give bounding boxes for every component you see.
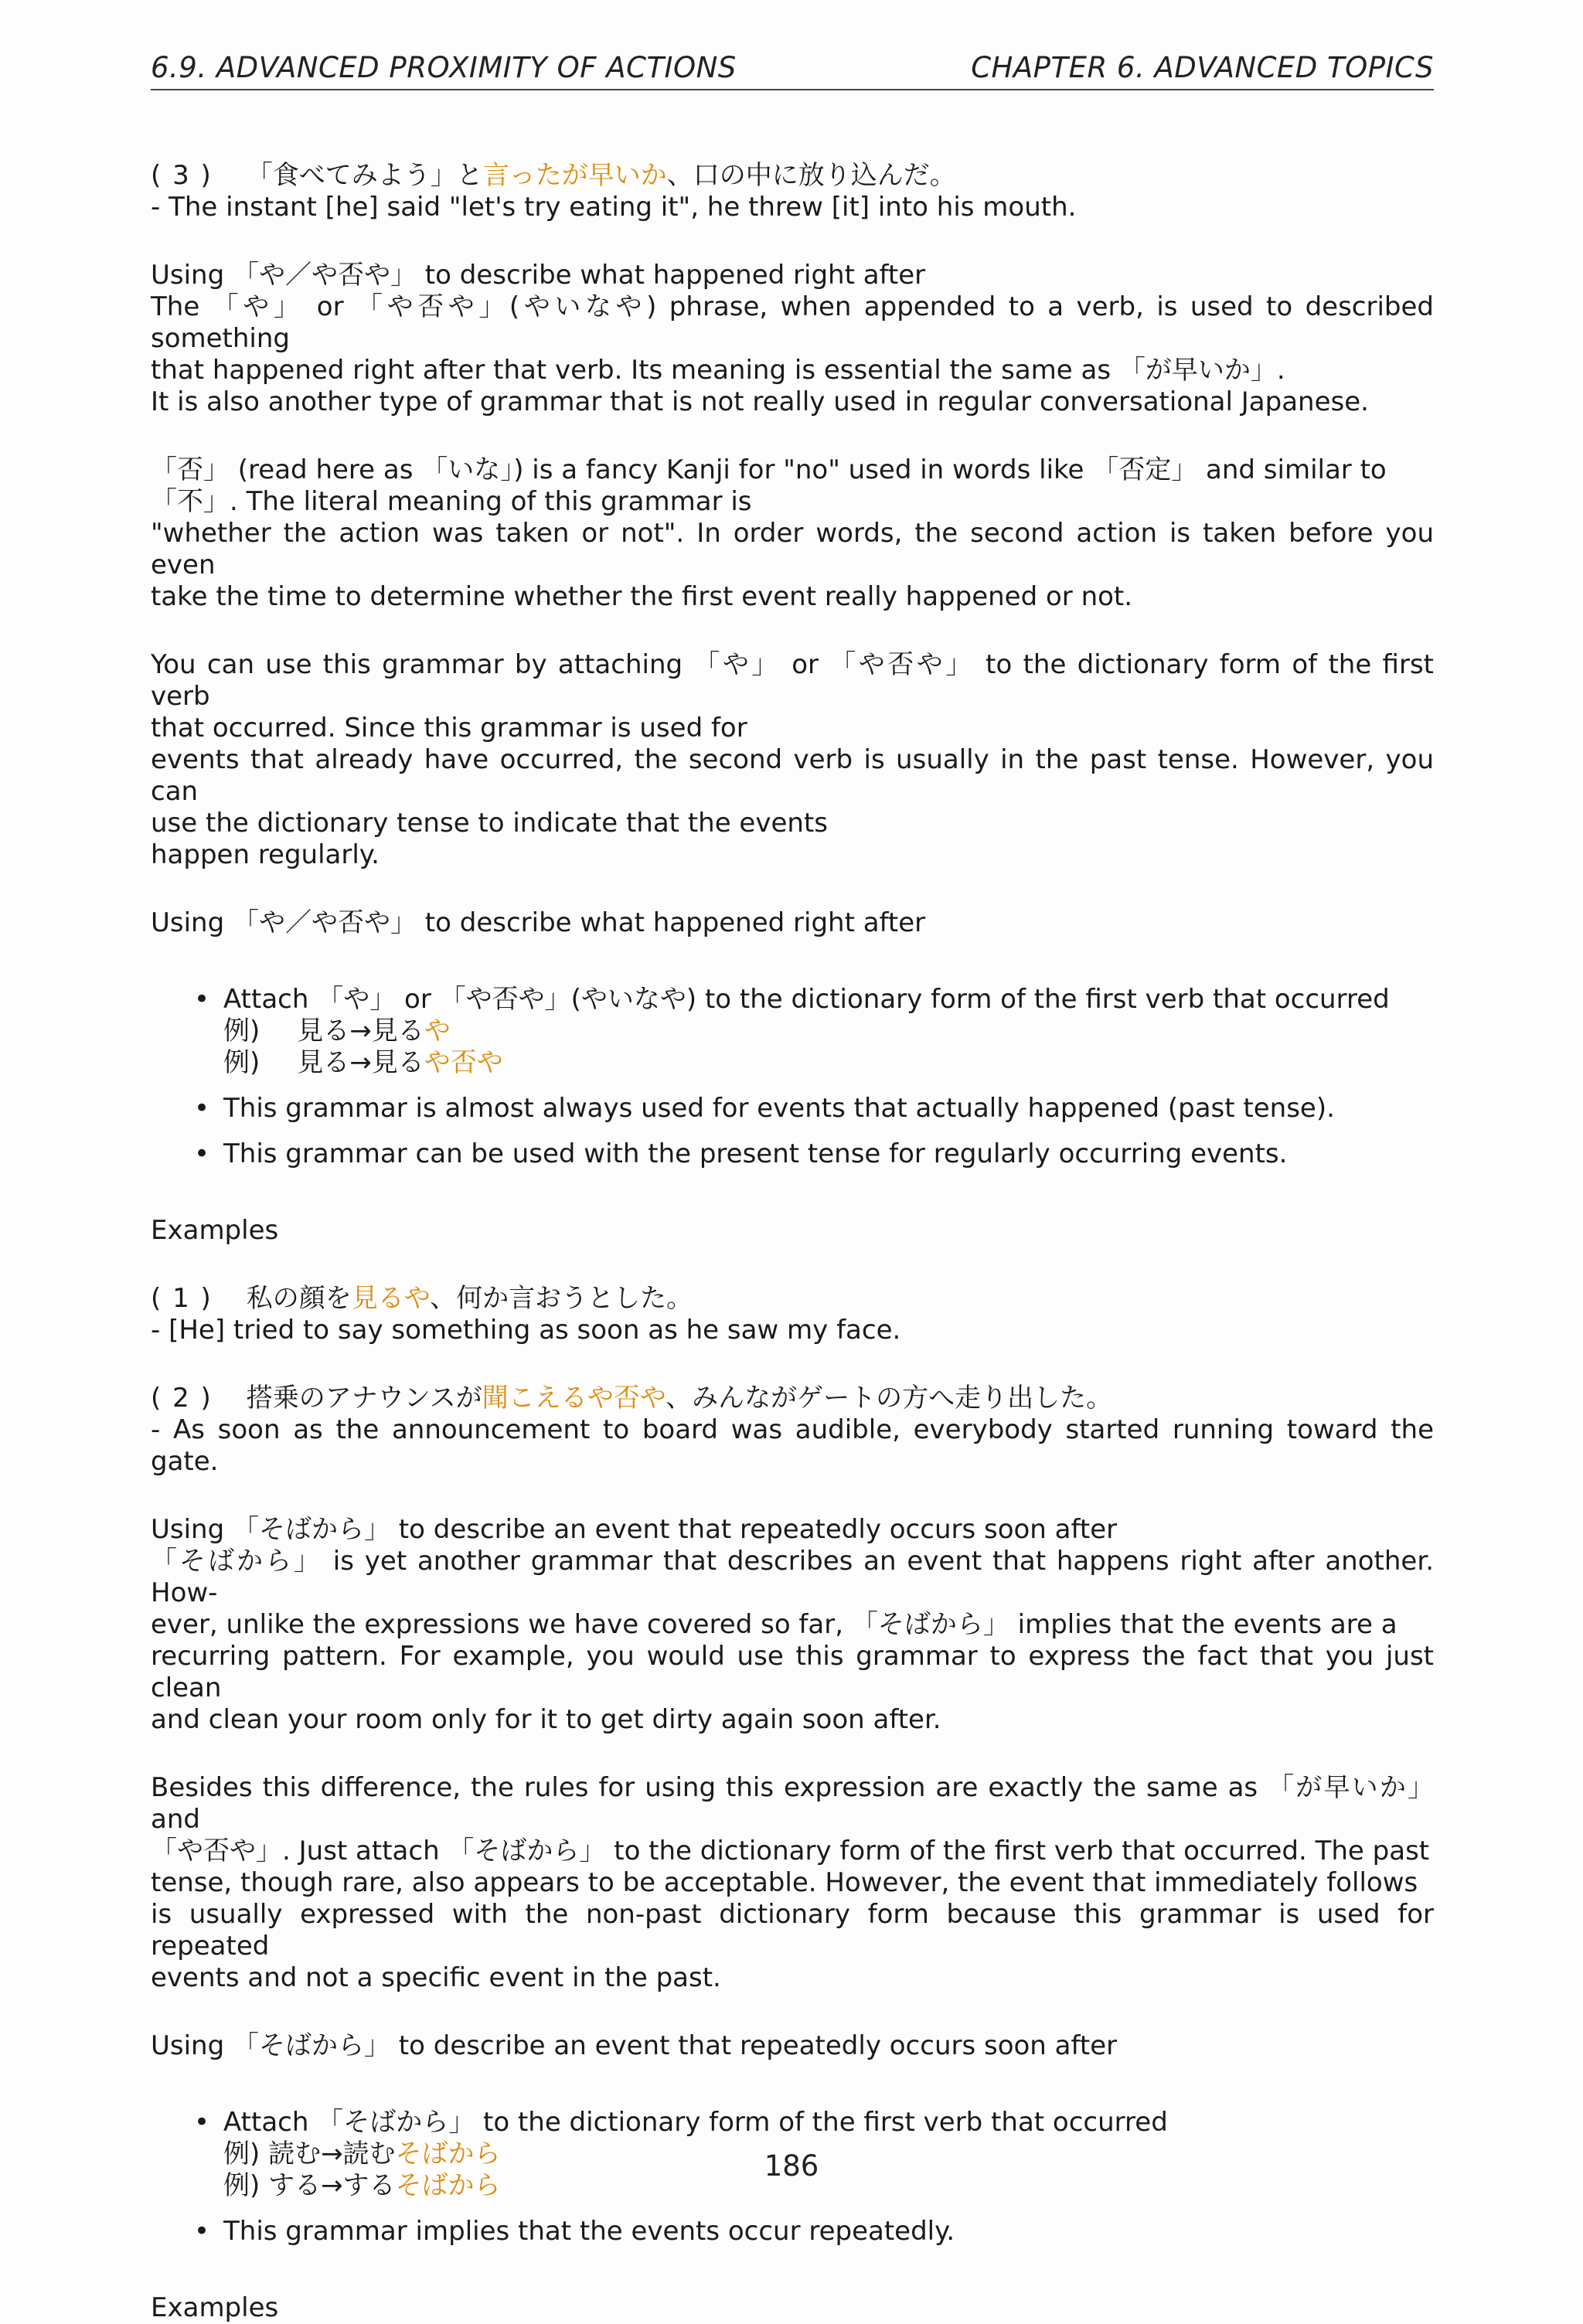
page-content (151, 160, 1434, 2324)
list-item (194, 1093, 1434, 1125)
list-item-text: This grammar is almost always used for events that actually happened (past tense). (223, 1093, 1335, 1124)
ya-summary-heading: Using 「や／や否や」 to describe what happened right after (151, 907, 926, 938)
paragraph-line: is usually expressed with the non-past dictionary form because this grammar is used for repeated (151, 1899, 1434, 1962)
example-number: ( 3 ) (151, 160, 213, 191)
example-text: 例) する→する (223, 2170, 396, 2201)
example-2-jp (151, 1383, 1434, 1414)
paragraph-line: take the time to determine whether the first event really happened or not. (151, 581, 1133, 612)
examples-label: Examples (151, 1215, 279, 1246)
paragraph-line: 「不」. The literal meaning of this grammar is (151, 486, 752, 517)
ina-paragraph (151, 454, 1434, 613)
paragraph-line: 「否」 (read here as 「いな」) is a fancy Kanji for "no" used in words like 「否定」 and similar to (151, 454, 1387, 485)
highlighted-phrase: そばから (395, 2139, 501, 2169)
paragraph-line: happen regularly. (151, 839, 380, 870)
paragraph-line: The 「や」 or 「や否や」(やいなや) phrase, when appended to a verb, is used to described something (151, 291, 1434, 354)
running-header (151, 51, 1434, 90)
section-heading: Using 「そばから」 to describe an event that repeatedly occurs soon after (151, 1514, 1118, 1545)
paragraph-line: recurring pattern. For example, you would use this grammar to express the fact that you just clean (151, 1641, 1434, 1703)
example-text: 、口の中に放り込んだ。 (666, 160, 956, 191)
highlighted-phrase: 言ったが早いか (482, 160, 667, 191)
usage-paragraph (151, 649, 1434, 871)
example-3 (151, 160, 1434, 223)
section-title: 6.9. ADVANCED PROXIMITY OF ACTIONS (151, 51, 737, 84)
example-text: 、みんながゲートの方へ走り出した。 (666, 1383, 1113, 1414)
document-page (151, 51, 1434, 2323)
list-item (194, 2216, 1434, 2247)
example-text: 例) 読む→読む (223, 2139, 396, 2169)
example-3-jp (151, 160, 1434, 192)
section-heading: Using 「や／や否や」 to describe what happened right after (151, 260, 926, 291)
example-2 (151, 1383, 1434, 1478)
paragraph-line: You can use this grammar by attaching 「や」 or 「や否や」 to the dictionary form of the first verb (151, 649, 1434, 712)
highlighted-phrase: や (424, 1016, 451, 1046)
example-2-translation: - As soon as the announcement to board was audible, everybody started running toward the gate. (151, 1414, 1434, 1477)
list-item (194, 984, 1434, 1079)
paragraph-line: that happened right after that verb. Its meaning is essential the same as 「が早いか」. (151, 355, 1285, 386)
example-1-translation: - [He] tried to say something as soon as he saw my face. (151, 1315, 901, 1346)
example-text: 私の顔を (246, 1283, 352, 1314)
sobakara-summary-heading: Using 「そばから」 to describe an event that repeatedly occurs soon after (151, 2030, 1118, 2061)
example-number: ( 1 ) (151, 1283, 213, 1314)
example-text: 、何か言おうとした。 (430, 1283, 693, 1314)
highlighted-phrase: そばから (395, 2170, 501, 2201)
conjugation-example (223, 1016, 1434, 1047)
example-1 (151, 1283, 1434, 1346)
example-1-jp (151, 1283, 1434, 1315)
ya-summary-list (151, 984, 1434, 1170)
example-label: 例) (223, 1047, 260, 1078)
paragraph-line: "whether the action was taken or not". In order words, the second action is taken before you even (151, 518, 1434, 580)
paragraph-line: that occurred. Since this grammar is used for (151, 713, 747, 743)
paragraph-line: It is also another type of grammar that is not really used in regular conversational Japanese. (151, 386, 1369, 417)
paragraph-line: use the dictionary tense to indicate that the events (151, 808, 828, 839)
example-text: 搭乗のアナウンスが (246, 1383, 482, 1414)
paragraph-line: events that already have occurred, the second verb is usually in the past tense. However, you can (151, 744, 1434, 807)
examples-label: Examples (151, 2292, 279, 2323)
highlighted-phrase: や否や (424, 1047, 503, 1078)
paragraph-line: 「や否や」. Just attach 「そばから」 to the dictionary form of the first verb that occurred. The past (151, 1836, 1430, 1866)
paragraph-line: ever, unlike the expressions we have covered so far, 「そばから」 implies that the events are a (151, 1609, 1397, 1640)
sobakara-intro-paragraph (151, 1514, 1434, 1736)
conjugation-example (223, 1047, 1434, 1079)
paragraph-line: Besides this difference, the rules for using this expression are exactly the same as 「が早いか」 and (151, 1772, 1434, 1835)
list-item (194, 1138, 1434, 1170)
example-label: 例) (223, 1016, 260, 1046)
example-3-translation: - The instant [he] said "let's try eating it", he threw [it] into his mouth. (151, 192, 1077, 223)
example-text: 「食べてみよう」と (246, 160, 483, 191)
list-item-text: This grammar implies that the events occur repeatedly. (223, 2216, 955, 2247)
paragraph-line: tense, though rare, also appears to be acceptable. However, the event that immediately follows (151, 1867, 1418, 1898)
paragraph-line: and clean your room only for it to get dirty again soon after. (151, 1704, 941, 1735)
list-item-text: • Attach 「や」 or 「や否や」(やいなや) to the dictionary form of the first verb that occurred (223, 984, 1390, 1015)
paragraph-line: events and not a specific event in the past. (151, 1962, 721, 1993)
page-number: 186 (764, 2149, 819, 2183)
highlighted-phrase: 見るや (351, 1283, 431, 1314)
example-text: 見る→見る (297, 1016, 424, 1046)
besides-paragraph (151, 1772, 1434, 1994)
highlighted-phrase: 聞こえるや否や (482, 1383, 666, 1414)
example-number: ( 2 ) (151, 1383, 213, 1414)
example-text: 見る→見る (297, 1047, 424, 1078)
list-item-text: • Attach 「そばから」 to the dictionary form of the first verb that occurred (223, 2107, 1168, 2138)
chapter-title: CHAPTER 6. ADVANCED TOPICS (971, 51, 1434, 84)
ya-intro-paragraph (151, 260, 1434, 418)
paragraph-line: 「そばから」 is yet another grammar that describes an event that happens right after another. How- (151, 1546, 1434, 1608)
list-item-text: This grammar can be used with the present tense for regularly occurring events. (223, 1138, 1288, 1169)
